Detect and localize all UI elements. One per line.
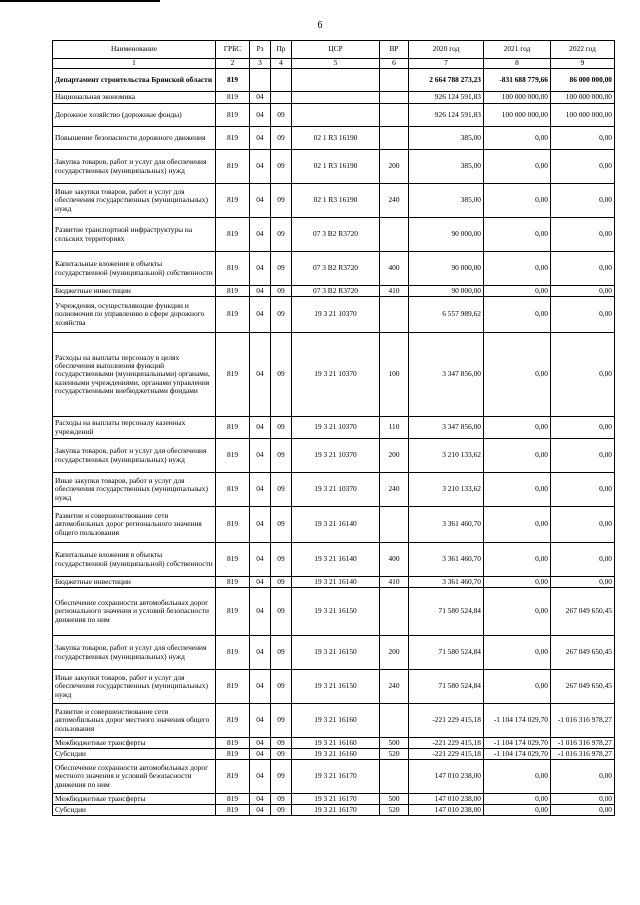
cell-pr (271, 92, 292, 104)
cell-csr: 19 3 21 16160 (292, 749, 380, 760)
cell-y2022: 0,00 (551, 252, 615, 286)
cell-y2020: 6 557 989,62 (409, 297, 484, 333)
table-row (53, 636, 615, 670)
cell-csr: 19 3 21 16160 (292, 704, 380, 738)
cell-y2020: 147 010 238,00 (409, 805, 484, 816)
page-number: 6 (317, 20, 323, 31)
cell-pr: 09 (271, 150, 292, 184)
cell-vr: 110 (380, 417, 409, 439)
cell-y2021: 0,00 (484, 297, 551, 333)
cell-pr: 09 (271, 218, 292, 252)
cell-pr: 09 (271, 104, 292, 127)
cell-pr: 09 (271, 760, 292, 794)
cell-grbs: 819 (216, 104, 250, 127)
cell-y2022: 267 049 650,45 (551, 588, 615, 636)
cell-y2021: 0,00 (484, 439, 551, 473)
cell-y2020: 2 664 788 273,23 (409, 69, 484, 92)
cell-name: Учреждения, осуществляющие функции и полномочия по управлению в сфере дорожного хозяйства (53, 297, 216, 333)
table-row (53, 507, 615, 543)
cell-rz (250, 69, 271, 92)
cell-y2022: 0,00 (551, 794, 615, 805)
cell-vr: 520 (380, 749, 409, 760)
cell-y2021: -1 104 174 029,70 (484, 749, 551, 760)
table-row (53, 297, 615, 333)
column-number: 6 (380, 59, 409, 69)
cell-vr (380, 69, 409, 92)
table-row (53, 333, 615, 417)
table-row (53, 670, 615, 704)
cell-csr: 02 1 R3 16190 (292, 184, 380, 218)
cell-pr: 09 (271, 297, 292, 333)
cell-grbs: 819 (216, 738, 250, 749)
cell-grbs: 819 (216, 286, 250, 297)
cell-rz: 04 (250, 92, 271, 104)
cell-pr: 09 (271, 794, 292, 805)
cell-vr (380, 588, 409, 636)
cell-grbs: 819 (216, 636, 250, 670)
cell-grbs: 819 (216, 439, 250, 473)
cell-y2020: -221 229 415,18 (409, 704, 484, 738)
cell-y2022: 100 000 000,00 (551, 92, 615, 104)
top-rule (0, 0, 160, 8)
cell-y2022: 0,00 (551, 805, 615, 816)
cell-csr: 19 3 21 16140 (292, 543, 380, 577)
cell-y2020: 90 000,00 (409, 218, 484, 252)
cell-name: Закупка товаров, работ и услуг для обеспечения государственных (муниципальных) нужд (53, 636, 216, 670)
cell-vr: 410 (380, 286, 409, 297)
cell-name: Капитальные вложения в объекты государственной (муниципальной) собственности (53, 543, 216, 577)
cell-y2021: 0,00 (484, 333, 551, 417)
cell-vr (380, 704, 409, 738)
cell-pr (271, 69, 292, 92)
cell-name: Субсидии (53, 749, 216, 760)
table-row (53, 417, 615, 439)
cell-csr: 07 3 B2 R3720 (292, 218, 380, 252)
cell-name: Дорожное хозяйство (дорожные фонды) (53, 104, 216, 127)
cell-grbs: 819 (216, 333, 250, 417)
cell-y2020: 3 361 460,70 (409, 543, 484, 577)
cell-rz: 04 (250, 439, 271, 473)
cell-y2021: 0,00 (484, 636, 551, 670)
cell-csr: 19 3 21 16160 (292, 738, 380, 749)
cell-pr: 09 (271, 252, 292, 286)
cell-y2020: -221 229 415,18 (409, 749, 484, 760)
cell-csr: 02 1 R3 16190 (292, 127, 380, 150)
cell-y2022: 0,00 (551, 577, 615, 588)
cell-y2021: 0,00 (484, 507, 551, 543)
cell-pr: 09 (271, 588, 292, 636)
cell-y2021: 0,00 (484, 252, 551, 286)
cell-grbs: 819 (216, 805, 250, 816)
table-row (53, 588, 615, 636)
cell-rz: 04 (250, 507, 271, 543)
cell-rz: 04 (250, 577, 271, 588)
table-row (53, 104, 615, 127)
cell-y2021: 0,00 (484, 588, 551, 636)
cell-vr (380, 92, 409, 104)
cell-y2022: -1 016 316 978,27 (551, 704, 615, 738)
table-row (53, 577, 615, 588)
cell-y2022: 267 049 650,45 (551, 670, 615, 704)
cell-y2022: -1 016 316 978,27 (551, 749, 615, 760)
cell-y2021: 0,00 (484, 473, 551, 507)
cell-y2022: 0,00 (551, 417, 615, 439)
cell-y2022: 0,00 (551, 184, 615, 218)
cell-pr: 09 (271, 417, 292, 439)
cell-grbs: 819 (216, 704, 250, 738)
table-row (53, 252, 615, 286)
cell-name: Национальная экономика (53, 92, 216, 104)
cell-grbs: 819 (216, 588, 250, 636)
cell-y2022: 0,00 (551, 218, 615, 252)
cell-y2020: 90 000,00 (409, 286, 484, 297)
table-row (53, 127, 615, 150)
cell-y2020: -221 229 415,18 (409, 738, 484, 749)
cell-y2021: 0,00 (484, 150, 551, 184)
cell-rz: 04 (250, 104, 271, 127)
cell-name: Повышение безопасности дорожного движения (53, 127, 216, 150)
cell-csr: 19 3 21 10370 (292, 473, 380, 507)
header-2020: 2020 год (409, 41, 484, 59)
column-number: 8 (484, 59, 551, 69)
cell-y2020: 385,00 (409, 150, 484, 184)
cell-rz: 04 (250, 738, 271, 749)
cell-vr: 500 (380, 738, 409, 749)
cell-grbs: 819 (216, 92, 250, 104)
cell-vr: 240 (380, 473, 409, 507)
cell-vr: 100 (380, 333, 409, 417)
budget-table (52, 40, 615, 816)
cell-rz: 04 (250, 760, 271, 794)
cell-name: Развитие транспортной инфраструктуры на сельских территориях (53, 218, 216, 252)
cell-pr: 09 (271, 543, 292, 577)
cell-y2022: 0,00 (551, 333, 615, 417)
cell-vr: 410 (380, 577, 409, 588)
cell-grbs: 819 (216, 749, 250, 760)
cell-grbs: 819 (216, 794, 250, 805)
cell-grbs: 819 (216, 577, 250, 588)
cell-csr: 19 3 21 16170 (292, 805, 380, 816)
header-2021: 2021 год (484, 41, 551, 59)
cell-rz: 04 (250, 543, 271, 577)
cell-grbs: 819 (216, 543, 250, 577)
cell-y2020: 3 361 460,70 (409, 577, 484, 588)
cell-rz: 04 (250, 670, 271, 704)
cell-csr (292, 104, 380, 127)
cell-rz: 04 (250, 417, 271, 439)
cell-csr: 19 3 21 16170 (292, 760, 380, 794)
cell-name: Обеспечение сохранности автомобильных дорог местного значения и условий безопасности движения по ним (53, 760, 216, 794)
cell-csr (292, 92, 380, 104)
cell-y2022: 267 049 650,45 (551, 636, 615, 670)
cell-grbs: 819 (216, 507, 250, 543)
cell-y2020: 90 000,00 (409, 252, 484, 286)
cell-y2021: 0,00 (484, 184, 551, 218)
cell-name: Развитие и совершенствование сети автомобильных дорог местного значения общего пользования (53, 704, 216, 738)
cell-grbs: 819 (216, 297, 250, 333)
table-row (53, 749, 615, 760)
cell-csr: 02 1 R3 16190 (292, 150, 380, 184)
cell-y2021: 0,00 (484, 127, 551, 150)
cell-grbs: 819 (216, 184, 250, 218)
cell-y2020: 385,00 (409, 127, 484, 150)
header-row (53, 41, 615, 59)
cell-y2020: 3 361 460,70 (409, 507, 484, 543)
cell-pr: 09 (271, 507, 292, 543)
cell-y2022: 0,00 (551, 760, 615, 794)
cell-name: Расходы на выплаты персоналу казенных учреждений (53, 417, 216, 439)
cell-y2022: 0,00 (551, 127, 615, 150)
cell-y2020: 147 010 238,00 (409, 794, 484, 805)
header-2022: 2022 год (551, 41, 615, 59)
cell-pr: 09 (271, 670, 292, 704)
table-row (53, 92, 615, 104)
cell-rz: 04 (250, 794, 271, 805)
cell-y2021: 0,00 (484, 417, 551, 439)
cell-csr: 19 3 21 10370 (292, 417, 380, 439)
cell-y2020: 926 124 591,83 (409, 92, 484, 104)
cell-pr: 09 (271, 127, 292, 150)
table-row (53, 286, 615, 297)
header-csr: ЦСР (292, 41, 380, 59)
cell-rz: 04 (250, 184, 271, 218)
cell-vr (380, 127, 409, 150)
cell-name: Обеспечение сохранности автомобильных дорог регионального значения и условий безопасности движения по ним (53, 588, 216, 636)
cell-rz: 04 (250, 150, 271, 184)
table-row (53, 794, 615, 805)
cell-y2021: 0,00 (484, 670, 551, 704)
cell-y2022: 0,00 (551, 297, 615, 333)
cell-vr: 520 (380, 805, 409, 816)
cell-name: Закупка товаров, работ и услуг для обеспечения государственных (муниципальных) нужд (53, 439, 216, 473)
cell-y2020: 3 347 856,00 (409, 417, 484, 439)
cell-y2022: 0,00 (551, 286, 615, 297)
cell-name: Расходы на выплаты персоналу в целях обеспечения выполнения функций государственными (муниципальными) органами, казенными учреждениями, органами управления государственными внебюджетными фондами (53, 333, 216, 417)
cell-name: Закупка товаров, работ и услуг для обеспечения государственных (муниципальных) нужд (53, 150, 216, 184)
cell-rz: 04 (250, 333, 271, 417)
cell-name: Иные закупки товаров, работ и услуг для обеспечения государственных (муниципальных) нужд (53, 670, 216, 704)
cell-pr: 09 (271, 473, 292, 507)
column-number: 4 (271, 59, 292, 69)
table-row (53, 439, 615, 473)
cell-csr: 19 3 21 16150 (292, 670, 380, 704)
cell-rz: 04 (250, 286, 271, 297)
cell-rz: 04 (250, 218, 271, 252)
header-vr: ВР (380, 41, 409, 59)
cell-y2020: 147 010 238,00 (409, 760, 484, 794)
cell-name: Иные закупки товаров, работ и услуг для обеспечения государственных (муниципальных) нужд (53, 184, 216, 218)
cell-rz: 04 (250, 473, 271, 507)
cell-name: Капитальные вложения в объекты государственной (муниципальной) собственности (53, 252, 216, 286)
cell-y2022: 0,00 (551, 150, 615, 184)
cell-name: Бюджетные инвестиции (53, 577, 216, 588)
cell-y2020: 71 580 524,84 (409, 670, 484, 704)
cell-pr: 09 (271, 738, 292, 749)
cell-name: Иные закупки товаров, работ и услуг для обеспечения государственных (муниципальных) нужд (53, 473, 216, 507)
cell-vr: 200 (380, 636, 409, 670)
table-row (53, 150, 615, 184)
cell-grbs: 819 (216, 417, 250, 439)
column-number: 7 (409, 59, 484, 69)
header-pr: Пр (271, 41, 292, 59)
cell-y2022: 0,00 (551, 507, 615, 543)
cell-csr (292, 69, 380, 92)
cell-vr (380, 104, 409, 127)
cell-pr: 09 (271, 333, 292, 417)
table-row (53, 760, 615, 794)
cell-rz: 04 (250, 588, 271, 636)
cell-rz: 04 (250, 297, 271, 333)
cell-y2020: 3 347 856,00 (409, 333, 484, 417)
cell-pr: 09 (271, 749, 292, 760)
cell-vr: 240 (380, 670, 409, 704)
cell-y2020: 926 124 591,83 (409, 104, 484, 127)
header-rz: Рз (250, 41, 271, 59)
cell-rz: 04 (250, 749, 271, 760)
cell-csr: 19 3 21 16150 (292, 588, 380, 636)
column-number: 1 (53, 59, 216, 69)
cell-vr: 200 (380, 150, 409, 184)
cell-y2021: 0,00 (484, 794, 551, 805)
cell-name: Развитие и совершенствование сети автомобильных дорог регионального значения общего пользования (53, 507, 216, 543)
cell-pr: 09 (271, 704, 292, 738)
cell-csr: 19 3 21 16140 (292, 577, 380, 588)
cell-y2020: 3 210 133,62 (409, 439, 484, 473)
cell-name: Межбюджетные трансферты (53, 794, 216, 805)
cell-name: Департамент строительства Брянской области (53, 69, 216, 92)
cell-y2022: 100 000 000,00 (551, 104, 615, 127)
cell-grbs: 819 (216, 69, 250, 92)
cell-rz: 04 (250, 252, 271, 286)
cell-csr: 19 3 21 10370 (292, 439, 380, 473)
cell-pr: 09 (271, 577, 292, 588)
cell-vr (380, 507, 409, 543)
cell-grbs: 819 (216, 127, 250, 150)
cell-csr: 07 3 B2 R3720 (292, 286, 380, 297)
cell-y2020: 3 210 133,62 (409, 473, 484, 507)
column-number: 3 (250, 59, 271, 69)
cell-y2021: 0,00 (484, 760, 551, 794)
header-grbs: ГРБС (216, 41, 250, 59)
cell-pr: 09 (271, 805, 292, 816)
cell-y2021: 100 000 000,00 (484, 104, 551, 127)
cell-name: Межбюджетные трансферты (53, 738, 216, 749)
column-number: 2 (216, 59, 250, 69)
column-number: 9 (551, 59, 615, 69)
cell-grbs: 819 (216, 150, 250, 184)
cell-csr: 19 3 21 10370 (292, 297, 380, 333)
cell-rz: 04 (250, 127, 271, 150)
cell-y2021: -1 104 174 029,70 (484, 704, 551, 738)
cell-y2021: 100 000 000,00 (484, 92, 551, 104)
cell-csr: 19 3 21 16140 (292, 507, 380, 543)
cell-grbs: 819 (216, 252, 250, 286)
table-row (53, 543, 615, 577)
cell-vr (380, 297, 409, 333)
cell-y2020: 71 580 524,84 (409, 588, 484, 636)
table-row (53, 184, 615, 218)
cell-pr: 09 (271, 439, 292, 473)
cell-grbs: 819 (216, 218, 250, 252)
cell-csr: 07 3 B2 R3720 (292, 252, 380, 286)
table-row (53, 738, 615, 749)
cell-name: Субсидии (53, 805, 216, 816)
cell-pr: 09 (271, 184, 292, 218)
cell-vr (380, 760, 409, 794)
cell-y2022: -1 016 316 978,27 (551, 738, 615, 749)
column-number-row (53, 59, 615, 69)
table-row (53, 704, 615, 738)
cell-vr: 400 (380, 252, 409, 286)
cell-y2021: 0,00 (484, 286, 551, 297)
cell-pr: 09 (271, 286, 292, 297)
cell-grbs: 819 (216, 670, 250, 704)
table-row (53, 473, 615, 507)
header-name: Наименование (53, 41, 216, 59)
cell-vr: 200 (380, 439, 409, 473)
cell-name: Бюджетные инвестиции (53, 286, 216, 297)
cell-csr: 19 3 21 16170 (292, 794, 380, 805)
cell-csr: 19 3 21 16150 (292, 636, 380, 670)
cell-grbs: 819 (216, 473, 250, 507)
table-row (53, 69, 615, 92)
cell-rz: 04 (250, 704, 271, 738)
cell-y2022: 0,00 (551, 543, 615, 577)
cell-y2021: -1 104 174 029,70 (484, 738, 551, 749)
cell-y2021: 0,00 (484, 577, 551, 588)
cell-rz: 04 (250, 805, 271, 816)
table-row (53, 218, 615, 252)
column-number: 5 (292, 59, 380, 69)
cell-rz: 04 (250, 636, 271, 670)
cell-y2020: 385,00 (409, 184, 484, 218)
cell-y2022: 0,00 (551, 473, 615, 507)
cell-y2021: 0,00 (484, 805, 551, 816)
cell-y2021: 0,00 (484, 543, 551, 577)
cell-vr: 400 (380, 543, 409, 577)
cell-y2022: 86 000 000,00 (551, 69, 615, 92)
cell-csr: 19 3 21 10370 (292, 333, 380, 417)
cell-vr: 240 (380, 184, 409, 218)
cell-y2021: -831 688 779,66 (484, 69, 551, 92)
cell-grbs: 819 (216, 760, 250, 794)
cell-y2020: 71 580 524,84 (409, 636, 484, 670)
cell-vr: 500 (380, 794, 409, 805)
table-row (53, 805, 615, 816)
cell-y2022: 0,00 (551, 439, 615, 473)
cell-vr (380, 218, 409, 252)
cell-y2021: 0,00 (484, 218, 551, 252)
cell-pr: 09 (271, 636, 292, 670)
